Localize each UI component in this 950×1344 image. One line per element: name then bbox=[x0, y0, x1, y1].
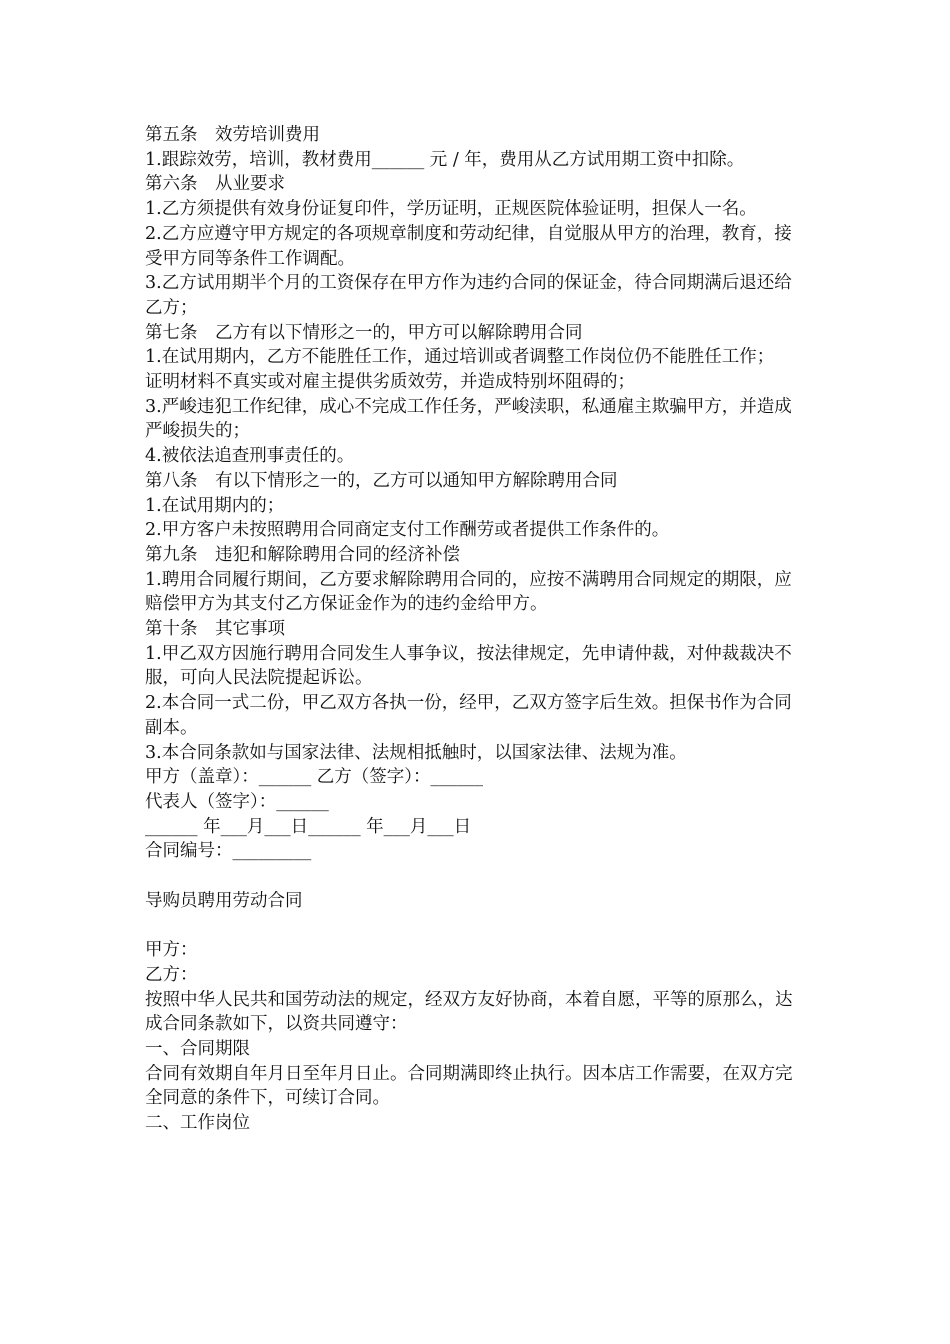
paragraph: 4.被依法追查刑事责任的。 bbox=[145, 446, 355, 467]
document-body bbox=[145, 123, 805, 1136]
date-line: ______ 年___月___日______ 年___月___日 bbox=[145, 816, 472, 837]
paragraph: 3.严峻违犯工作纪律，成心不完成工作任务，严峻渎职，私通雇主欺骗甲方，并造成严峻损失的； bbox=[145, 396, 792, 442]
article-heading: 第十条 其它事项 bbox=[145, 619, 285, 640]
party-a-label: 甲方： bbox=[145, 940, 198, 961]
signature-line: 甲方（盖章）：______ 乙方（签字）：______ bbox=[145, 767, 484, 788]
article-heading: 第六条 从业要求 bbox=[145, 174, 285, 195]
paragraph: 1.甲乙双方因施行聘用合同发生人事争议，按法律规定，先申请仲裁，对仲裁裁决不服，可向人民法院提起诉讼。 bbox=[145, 643, 792, 689]
paragraph: 2.乙方应遵守甲方规定的各项规章制度和劳动纪律，自觉服从甲方的治理，教育，接受甲方同等条件工作调配。 bbox=[145, 223, 792, 269]
paragraph: 1.在试用期内的； bbox=[145, 495, 285, 516]
paragraph: 证明材料不真实或对雇主提供劣质效劳，并造成特别坏阻碍的； bbox=[145, 372, 635, 393]
paragraph: 1.乙方须提供有效身份证复印件，学历证明，正规医院体验证明，担保人一名。 bbox=[145, 199, 757, 220]
paragraph: 1.聘用合同履行期间，乙方要求解除聘用合同的，应按不满聘用合同规定的期限，应赔偿甲方为其支付乙方保证金作为的违约金给甲方。 bbox=[145, 569, 792, 615]
article-heading: 第七条 乙方有以下情形之一的，甲方可以解除聘用合同 bbox=[145, 322, 583, 343]
blank-line bbox=[145, 864, 805, 889]
paragraph: 合同有效期自年月日至年月日止。合同期满即终止执行。因本店工作需要，在双方完全同意的条件下，可续订合同。 bbox=[145, 1063, 793, 1109]
paragraph: 2.甲方客户未按照聘用合同商定支付工作酬劳或者提供工作条件的。 bbox=[145, 520, 670, 541]
article-heading: 第九条 违犯和解除聘用合同的经济补偿 bbox=[145, 544, 460, 565]
article-heading: 第八条 有以下情形之一的，乙方可以通知甲方解除聘用合同 bbox=[145, 470, 618, 491]
document-title: 导购员聘用劳动合同 bbox=[145, 890, 303, 911]
section-heading: 一、合同期限 bbox=[145, 1038, 250, 1059]
paragraph: 2.本合同一式二份，甲乙双方各执一份，经甲，乙双方签字后生效。担保书作为合同副本。 bbox=[145, 693, 792, 738]
paragraph: 按照中华人民共和国劳动法的规定，经双方友好协商，本着自愿，平等的原那么，达成合同条款如下，以资共同遵守： bbox=[145, 989, 793, 1035]
paragraph: 3.乙方试用期半个月的工资保存在甲方作为违约合同的保证金，待合同期满后退还给乙方； bbox=[145, 273, 792, 318]
paragraph: 1.在试用期内，乙方不能胜任工作，通过培训或者调整工作岗位仍不能胜任工作； bbox=[145, 347, 775, 368]
paragraph: 3.本合同条款如与国家法律、法规相抵触时，以国家法律、法规为准。 bbox=[145, 742, 687, 763]
contract-number-line: 合同编号：_________ bbox=[145, 841, 312, 862]
paragraph: 1.跟踪效劳，培训，教材费用______ 元 / 年，费用从乙方试用期工资中扣除。 bbox=[145, 149, 745, 170]
article-heading: 第五条 效劳培训费用 bbox=[145, 125, 320, 145]
blank-line bbox=[145, 913, 805, 938]
section-heading: 二、工作岗位 bbox=[145, 1113, 250, 1134]
party-b-label: 乙方： bbox=[145, 964, 198, 985]
representative-line: 代表人（签字）：______ bbox=[145, 791, 329, 812]
